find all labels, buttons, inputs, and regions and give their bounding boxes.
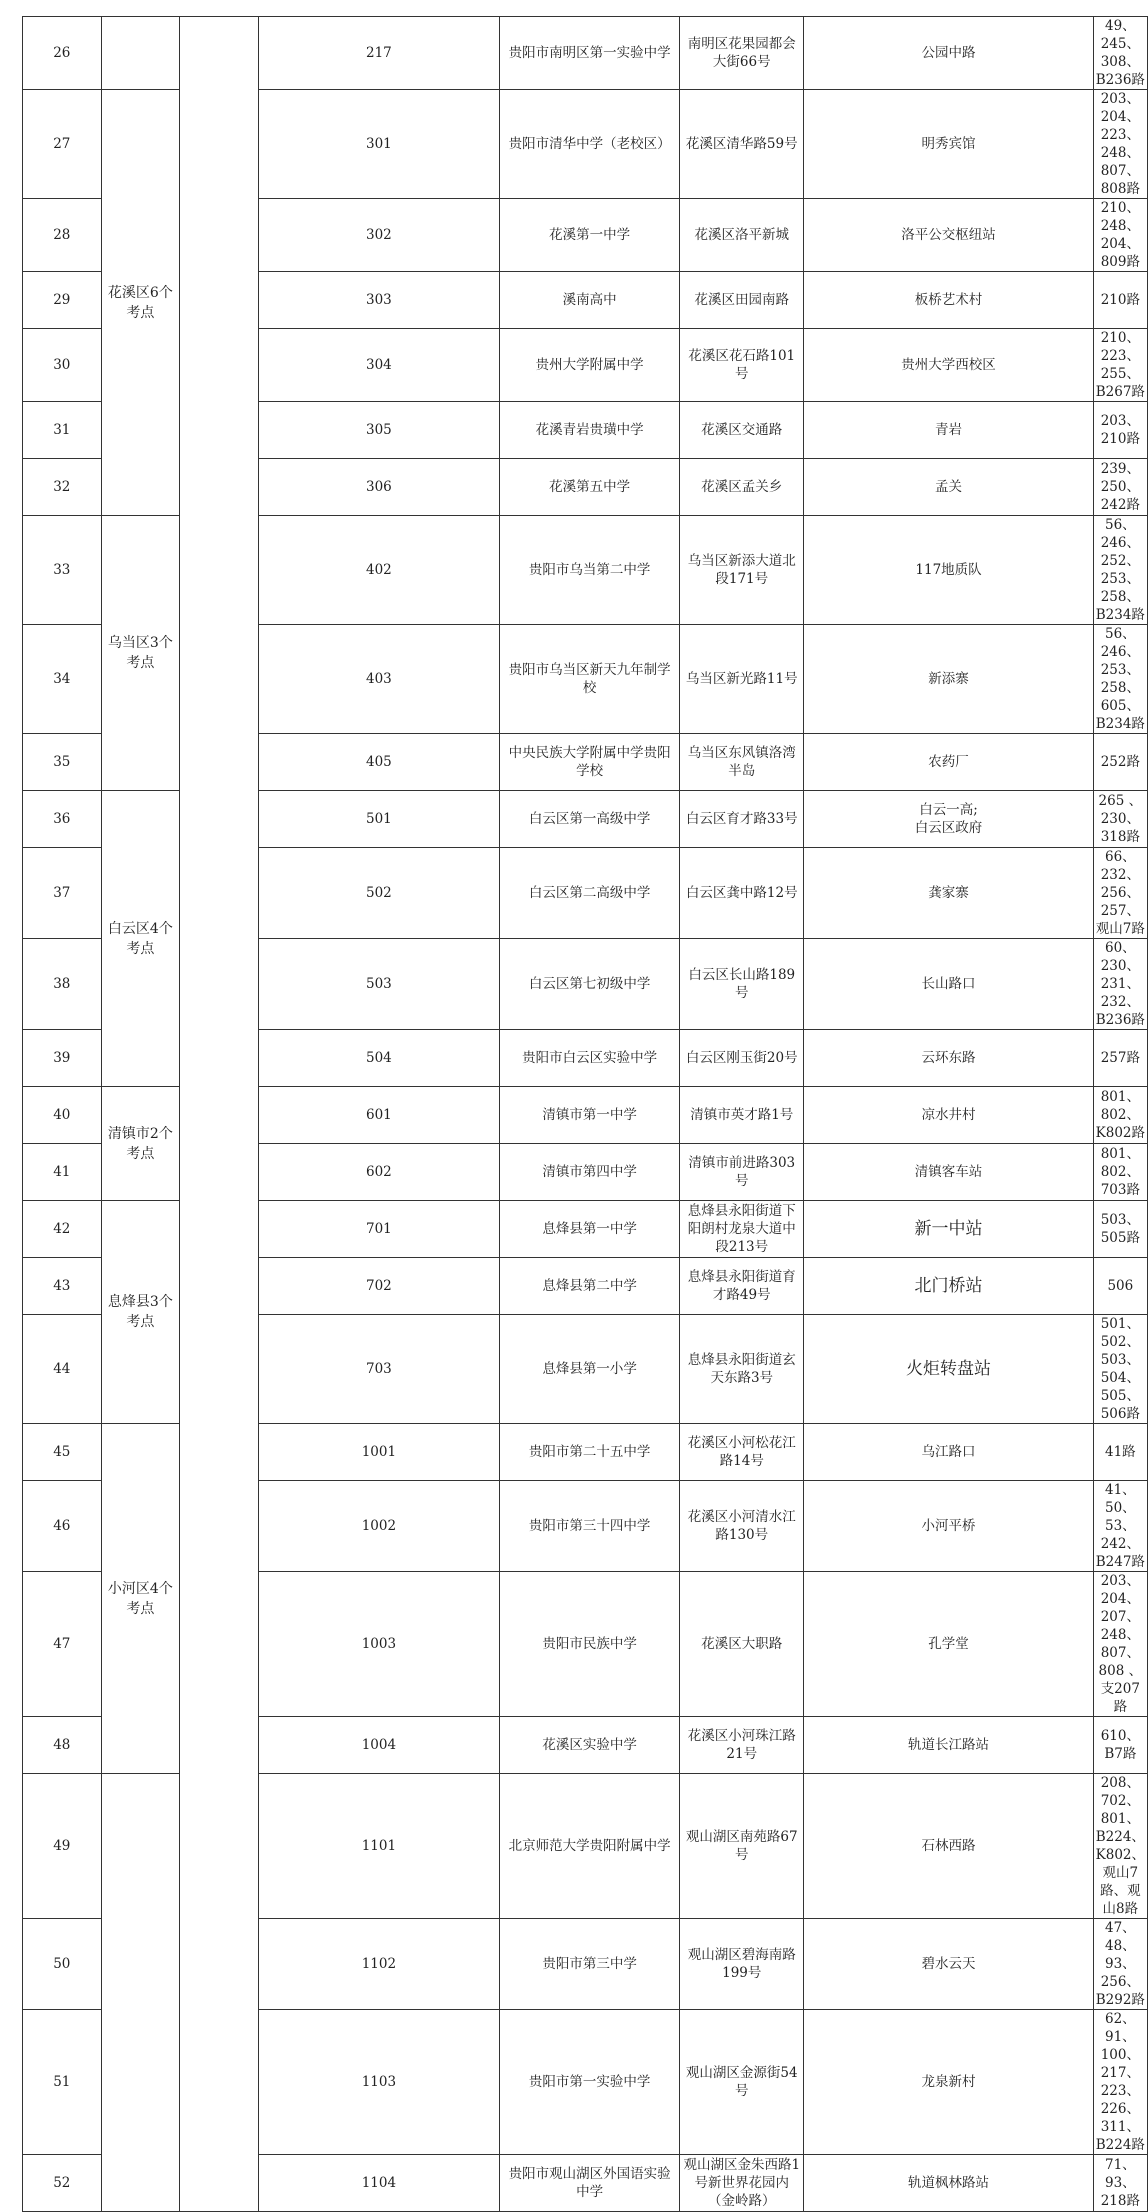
site-code-cell: 1002 (258, 1481, 500, 1572)
row-number-cell: 40 (23, 1087, 102, 1144)
school-name-cell: 贵阳市观山湖区外国语实验中学 (500, 2155, 680, 2212)
bus-routes-cell: 210路 (1093, 272, 1147, 329)
bus-routes-cell: 62、91、100、 217、223、226、311、B224路 (1093, 2010, 1147, 2155)
address-cell: 花溪区小河珠江路21号 (680, 1717, 804, 1774)
bus-routes-cell: 41、50、53、242、B247路 (1093, 1481, 1147, 1572)
address-cell: 息烽县永阳街道育才路49号 (680, 1258, 804, 1315)
school-name-cell: 清镇市第一中学 (500, 1087, 680, 1144)
bus-routes-cell: 265 、230、318路 (1093, 791, 1147, 848)
site-code-cell: 1103 (258, 2010, 500, 2155)
bus-routes-cell: 503、505路 (1093, 1201, 1147, 1258)
row-number-cell: 43 (23, 1258, 102, 1315)
address-cell: 花溪区田园南路 (680, 272, 804, 329)
row-number-cell: 28 (23, 199, 102, 272)
table-row (23, 1774, 1148, 1919)
bus-stop-cell: 凉水井村 (804, 1087, 1093, 1144)
site-code-cell: 306 (258, 459, 500, 516)
bus-stop-cell: 贵州大学西校区 (804, 329, 1093, 402)
school-name-cell: 贵阳市清华中学（老校区） (500, 90, 680, 199)
bus-stop-cell: 青岩 (804, 402, 1093, 459)
bus-routes-cell: 208、702、801、B224、K802、观山7路、观山8路 (1093, 1774, 1147, 1919)
spacer-cell (180, 1144, 258, 1201)
site-code-cell: 405 (258, 734, 500, 791)
row-number-cell: 32 (23, 459, 102, 516)
address-cell: 乌当区新添大道北段171号 (680, 516, 804, 625)
bus-routes-cell: 210、248、204、809路 (1093, 199, 1147, 272)
row-number-cell: 35 (23, 734, 102, 791)
bus-routes-cell: 203、204、223、248、807、808路 (1093, 90, 1147, 199)
school-name-cell: 白云区第一高级中学 (500, 791, 680, 848)
spacer-cell (180, 1315, 258, 1424)
bus-routes-cell: 501、502、503、504、505、506路 (1093, 1315, 1147, 1424)
row-number-cell: 46 (23, 1481, 102, 1572)
address-cell: 花溪区花石路101号 (680, 329, 804, 402)
bus-stop-cell: 板桥艺术村 (804, 272, 1093, 329)
spacer-cell (180, 1572, 258, 1717)
table-row (23, 1717, 1148, 1774)
site-code-cell: 703 (258, 1315, 500, 1424)
spacer-cell (180, 848, 258, 939)
row-number-cell: 44 (23, 1315, 102, 1424)
row-number-cell: 31 (23, 402, 102, 459)
address-cell: 白云区长山路189号 (680, 939, 804, 1030)
bus-stop-cell: 明秀宾馆 (804, 90, 1093, 199)
bus-stop-cell: 龚家寨 (804, 848, 1093, 939)
bus-stop-cell: 新一中站 (804, 1201, 1093, 1258)
bus-stop-cell: 轨道枫林路站 (804, 2155, 1093, 2212)
school-name-cell: 中央民族大学附属中学贵阳学校 (500, 734, 680, 791)
bus-routes-cell: 49、245、308、B236路 (1093, 17, 1147, 90)
row-number-cell: 36 (23, 791, 102, 848)
bus-stop-cell: 孔学堂 (804, 1572, 1093, 1717)
address-cell: 观山湖区金朱西路1号新世界花园内（金岭路） (680, 2155, 804, 2212)
spacer-cell (180, 1919, 258, 2010)
bus-routes-cell: 66、232、256、257、观山7路 (1093, 848, 1147, 939)
site-code-cell: 217 (258, 17, 500, 90)
table-row (23, 272, 1148, 329)
bus-routes-cell: 56、246、252、253、258、B234路 (1093, 516, 1147, 625)
site-code-cell: 1001 (258, 1424, 500, 1481)
site-code-cell: 305 (258, 402, 500, 459)
school-name-cell: 贵阳市南明区第一实验中学 (500, 17, 680, 90)
bus-routes-cell: 56、246、253、258、605、B234路 (1093, 625, 1147, 734)
district-cell: 乌当区3个考点 (101, 516, 180, 791)
address-cell: 观山湖区碧海南路199号 (680, 1919, 804, 2010)
school-name-cell: 清镇市第四中学 (500, 1144, 680, 1201)
school-name-cell: 贵阳市第一实验中学 (500, 2010, 680, 2155)
spacer-cell (180, 272, 258, 329)
site-code-cell: 302 (258, 199, 500, 272)
spacer-cell (180, 1201, 258, 1258)
address-cell: 清镇市英才路1号 (680, 1087, 804, 1144)
row-number-cell: 39 (23, 1030, 102, 1087)
school-name-cell: 贵阳市第三十四中学 (500, 1481, 680, 1572)
bus-stop-cell: 公园中路 (804, 17, 1093, 90)
school-name-cell: 贵阳市乌当第二中学 (500, 516, 680, 625)
bus-stop-cell: 石林西路 (804, 1774, 1093, 1919)
school-name-cell: 息烽县第一中学 (500, 1201, 680, 1258)
school-name-cell: 息烽县第一小学 (500, 1315, 680, 1424)
table-row (23, 791, 1148, 848)
spacer-cell (180, 1481, 258, 1572)
address-cell: 白云区育才路33号 (680, 791, 804, 848)
school-name-cell: 花溪第一中学 (500, 199, 680, 272)
row-number-cell: 50 (23, 1919, 102, 2010)
table-row (23, 734, 1148, 791)
row-number-cell: 48 (23, 1717, 102, 1774)
school-name-cell: 贵阳市第二十五中学 (500, 1424, 680, 1481)
table-row (23, 2155, 1148, 2212)
site-code-cell: 402 (258, 516, 500, 625)
district-cell: 白云区4个考点 (101, 791, 180, 1087)
spacer-cell (180, 1030, 258, 1087)
bus-routes-cell: 210、223、255、 B267路 (1093, 329, 1147, 402)
bus-routes-cell: 47、48、93、256、B292路 (1093, 1919, 1147, 2010)
bus-stop-cell: 北门桥站 (804, 1258, 1093, 1315)
bus-routes-cell: 610、B7路 (1093, 1717, 1147, 1774)
bus-stop-cell: 洛平公交枢纽站 (804, 199, 1093, 272)
site-code-cell: 701 (258, 1201, 500, 1258)
spacer-cell (180, 1258, 258, 1315)
address-cell: 乌当区东风镇洛湾半岛 (680, 734, 804, 791)
spacer-cell (180, 625, 258, 734)
site-code-cell: 1102 (258, 1919, 500, 2010)
school-name-cell: 贵阳市乌当区新天九年制学校 (500, 625, 680, 734)
address-cell: 息烽县永阳街道玄天东路3号 (680, 1315, 804, 1424)
school-name-cell: 溪南高中 (500, 272, 680, 329)
address-cell: 花溪区孟关乡 (680, 459, 804, 516)
spacer-cell (180, 90, 258, 199)
bus-routes-cell: 257路 (1093, 1030, 1147, 1087)
bus-routes-cell: 203、210路 (1093, 402, 1147, 459)
school-name-cell: 贵阳市第三中学 (500, 1919, 680, 2010)
table-row (23, 1144, 1148, 1201)
bus-stop-cell: 火炬转盘站 (804, 1315, 1093, 1424)
spacer-cell (180, 2155, 258, 2212)
table-row (23, 1424, 1148, 1481)
site-code-cell: 602 (258, 1144, 500, 1201)
site-code-cell: 303 (258, 272, 500, 329)
site-code-cell: 403 (258, 625, 500, 734)
bus-stop-cell: 农药厂 (804, 734, 1093, 791)
bus-stop-cell: 云环东路 (804, 1030, 1093, 1087)
row-number-cell: 47 (23, 1572, 102, 1717)
spacer-cell (180, 791, 258, 848)
spacer-cell (180, 459, 258, 516)
site-code-cell: 1004 (258, 1717, 500, 1774)
address-cell: 白云区刚玉街20号 (680, 1030, 804, 1087)
address-cell: 观山湖区金源街54号 (680, 2010, 804, 2155)
row-number-cell: 41 (23, 1144, 102, 1201)
spacer-cell (180, 516, 258, 625)
site-code-cell: 301 (258, 90, 500, 199)
table-row (23, 1201, 1148, 1258)
table-row (23, 1572, 1148, 1717)
spacer-cell (180, 199, 258, 272)
address-cell: 观山湖区南苑路67号 (680, 1774, 804, 1919)
address-cell: 花溪区洛平新城 (680, 199, 804, 272)
table-row (23, 402, 1148, 459)
site-code-cell: 601 (258, 1087, 500, 1144)
spacer-cell (180, 734, 258, 791)
table-row (23, 90, 1148, 199)
row-number-cell: 34 (23, 625, 102, 734)
site-code-cell: 1104 (258, 2155, 500, 2212)
school-name-cell: 白云区第七初级中学 (500, 939, 680, 1030)
table-row (23, 459, 1148, 516)
table-row (23, 1481, 1148, 1572)
table-row (23, 1030, 1148, 1087)
address-cell: 花溪区清华路59号 (680, 90, 804, 199)
table-row (23, 1919, 1148, 2010)
address-cell: 清镇市前进路303号 (680, 1144, 804, 1201)
bus-routes-cell: 41路 (1093, 1424, 1147, 1481)
district-cell: 清镇市2个考点 (101, 1087, 180, 1201)
table-row (23, 199, 1148, 272)
table-row (23, 516, 1148, 625)
school-name-cell: 贵州大学附属中学 (500, 329, 680, 402)
district-cell-continuation (101, 17, 180, 90)
site-code-cell: 702 (258, 1258, 500, 1315)
school-name-cell: 贵阳市白云区实验中学 (500, 1030, 680, 1087)
site-code-cell: 503 (258, 939, 500, 1030)
table-row (23, 329, 1148, 402)
bus-stop-cell: 长山路口 (804, 939, 1093, 1030)
spacer-cell (180, 2010, 258, 2155)
bus-routes-cell: 60、230、231、232、B236路 (1093, 939, 1147, 1030)
district-cell (101, 1774, 180, 2212)
site-code-cell: 502 (258, 848, 500, 939)
spacer-cell (180, 1717, 258, 1774)
site-code-cell: 501 (258, 791, 500, 848)
row-number-cell: 26 (23, 17, 102, 90)
district-cell: 花溪区6个考点 (101, 90, 180, 516)
table-row (23, 625, 1148, 734)
spacer-cell (180, 939, 258, 1030)
site-code-cell: 1101 (258, 1774, 500, 1919)
bus-routes-cell: 801、802、703路 (1093, 1144, 1147, 1201)
bus-routes-cell: 239、250、242路 (1093, 459, 1147, 516)
school-name-cell: 花溪区实验中学 (500, 1717, 680, 1774)
address-cell: 乌当区新光路11号 (680, 625, 804, 734)
school-name-cell: 贵阳市民族中学 (500, 1572, 680, 1717)
bus-stop-cell: 清镇客车站 (804, 1144, 1093, 1201)
spacer-cell (180, 402, 258, 459)
spacer-cell (180, 1424, 258, 1481)
spacer-cell (180, 1087, 258, 1144)
row-number-cell: 49 (23, 1774, 102, 1919)
table-row (23, 2010, 1148, 2155)
table-row (23, 1315, 1148, 1424)
school-name-cell: 息烽县第二中学 (500, 1258, 680, 1315)
bus-routes-cell: 252路 (1093, 734, 1147, 791)
bus-stop-cell: 碧水云天 (804, 1919, 1093, 2010)
bus-routes-cell: 71、93、218路 (1093, 2155, 1147, 2212)
row-number-cell: 27 (23, 90, 102, 199)
table-row (23, 848, 1148, 939)
bus-routes-cell: 801、802、K802路 (1093, 1087, 1147, 1144)
address-cell: 花溪区大职路 (680, 1572, 804, 1717)
address-cell: 白云区龚中路12号 (680, 848, 804, 939)
row-number-cell: 42 (23, 1201, 102, 1258)
school-name-cell: 白云区第二高级中学 (500, 848, 680, 939)
bus-stop-cell: 孟关 (804, 459, 1093, 516)
exam-site-table (22, 16, 1148, 2212)
site-code-cell: 504 (258, 1030, 500, 1087)
row-number-cell: 51 (23, 2010, 102, 2155)
row-number-cell: 52 (23, 2155, 102, 2212)
bus-stop-cell: 小河平桥 (804, 1481, 1093, 1572)
spacer-cell (180, 1774, 258, 1919)
row-number-cell: 38 (23, 939, 102, 1030)
site-code-cell: 1003 (258, 1572, 500, 1717)
row-number-cell: 29 (23, 272, 102, 329)
bus-stop-cell: 乌江路口 (804, 1424, 1093, 1481)
row-number-cell: 37 (23, 848, 102, 939)
address-cell: 息烽县永阳街道下阳朗村龙泉大道中段213号 (680, 1201, 804, 1258)
bus-stop-cell: 白云一高; 白云区政府 (804, 791, 1093, 848)
table-row (23, 17, 1148, 90)
row-number-cell: 30 (23, 329, 102, 402)
bus-stop-cell: 117地质队 (804, 516, 1093, 625)
address-cell: 花溪区小河清水江路130号 (680, 1481, 804, 1572)
bus-stop-cell: 新添寨 (804, 625, 1093, 734)
bus-routes-cell: 506 (1093, 1258, 1147, 1315)
row-number-cell: 33 (23, 516, 102, 625)
district-cell: 息烽县3个考点 (101, 1201, 180, 1424)
row-number-cell: 45 (23, 1424, 102, 1481)
school-name-cell: 花溪第五中学 (500, 459, 680, 516)
address-cell: 南明区花果园都会大街66号 (680, 17, 804, 90)
bus-stop-cell: 龙泉新村 (804, 2010, 1093, 2155)
district-cell: 小河区4个考点 (101, 1424, 180, 1774)
school-name-cell: 花溪青岩贵璜中学 (500, 402, 680, 459)
table-row (23, 1087, 1148, 1144)
school-name-cell: 北京师范大学贵阳附属中学 (500, 1774, 680, 1919)
spacer-cell (180, 17, 258, 90)
site-code-cell: 304 (258, 329, 500, 402)
address-cell: 花溪区小河松花江路14号 (680, 1424, 804, 1481)
bus-routes-cell: 203、204、207、248、807、808 、支207路 (1093, 1572, 1147, 1717)
table-row (23, 939, 1148, 1030)
table-row (23, 1258, 1148, 1315)
spacer-cell (180, 329, 258, 402)
address-cell: 花溪区交通路 (680, 402, 804, 459)
bus-stop-cell: 轨道长江路站 (804, 1717, 1093, 1774)
